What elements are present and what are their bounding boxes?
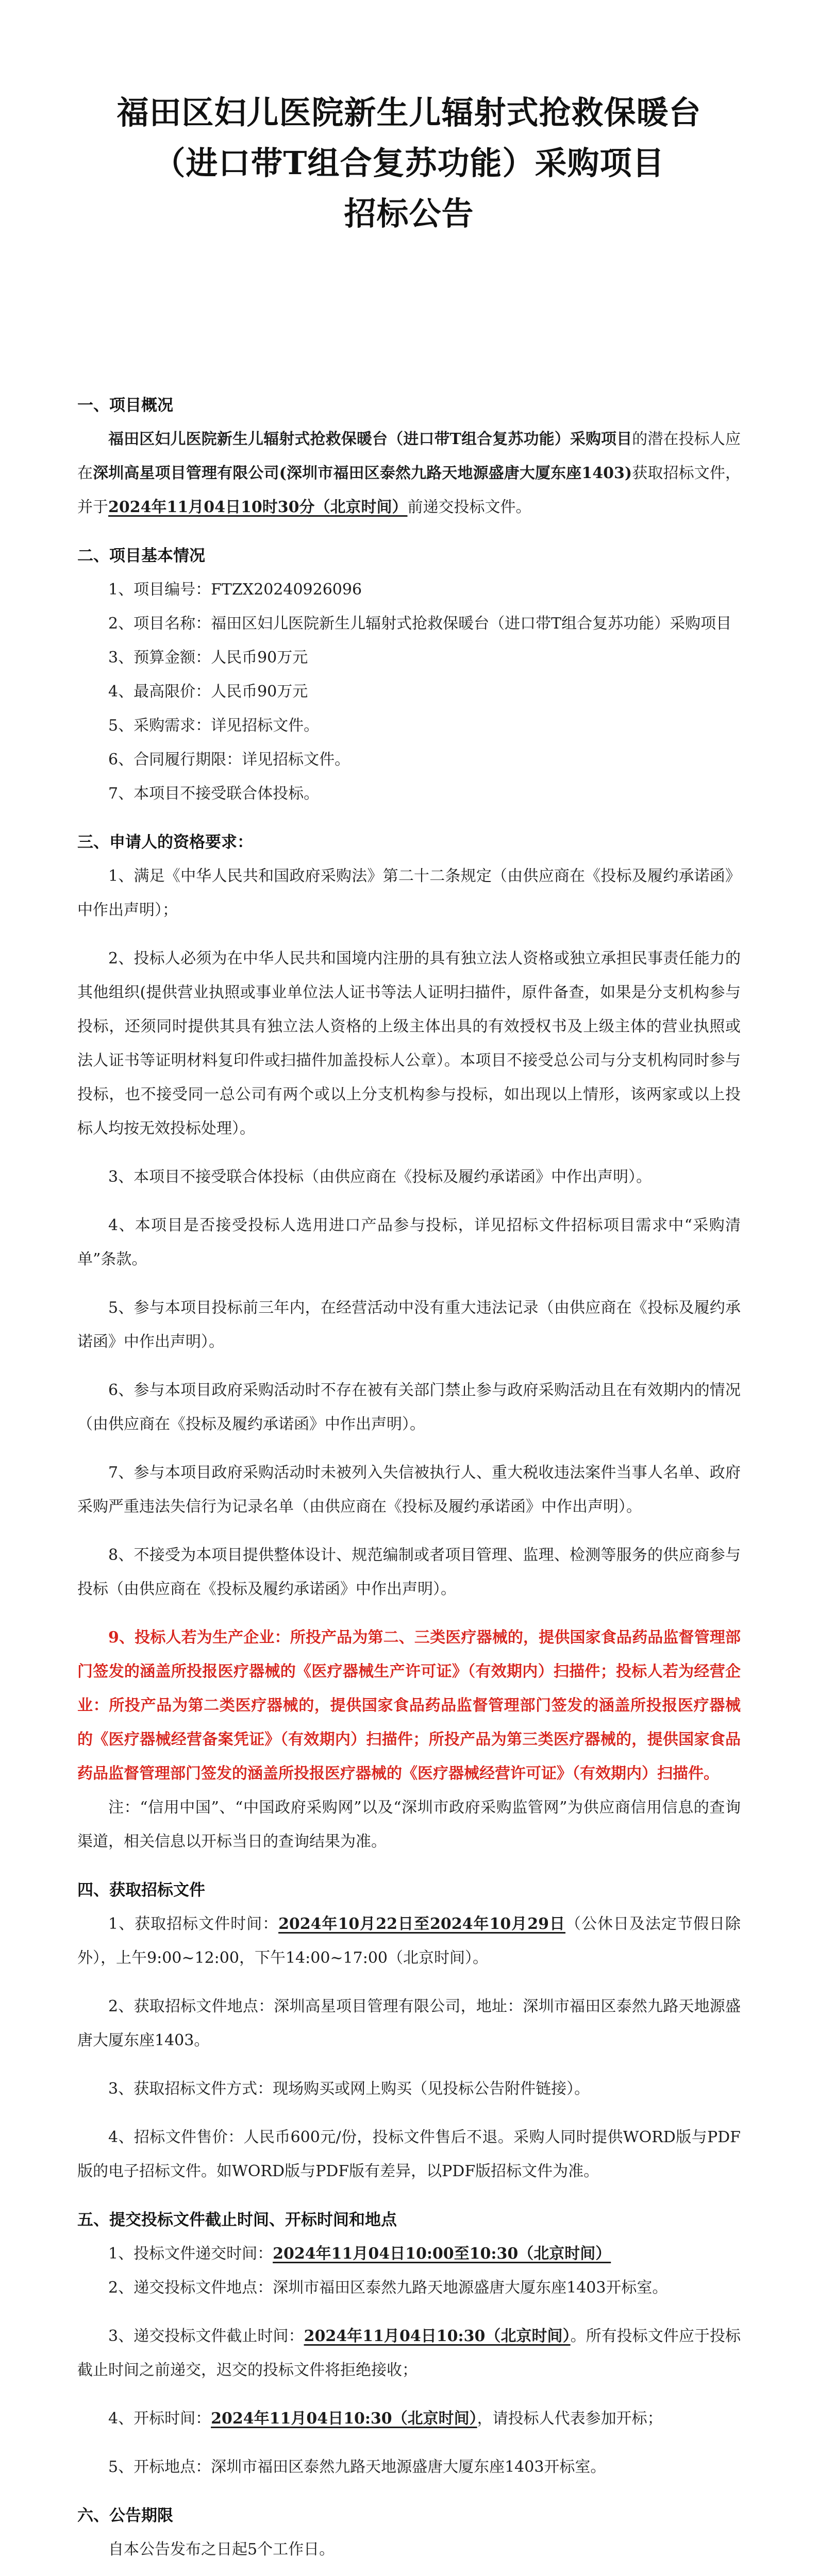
qualification-6: 6、参与本项目政府采购活动时不存在被有关部门禁止参与政府采购活动且在有效期内的情况（由供应商在《投标及履约承诺函》中作出声明）。 <box>77 1381 741 1433</box>
item-contract-period: 6、合同履行期限：详见招标文件。 <box>108 751 350 769</box>
document-location: 2、获取招标文件地点：深圳高星项目管理有限公司，地址：深圳市福田区泰然九路天地源盛唐大厦东座1403。 <box>77 1997 741 2049</box>
item-max-price: 4、最高限价：人民币90万元 <box>108 683 308 701</box>
section-1-overview: 福田区妇儿医院新生儿辐射式抢救保暖台（进口带T组合复苏功能）采购项目的潜在投标人应在深圳高星项目管理有限公司(深圳市福田区泰然九路天地源盛唐大厦东座1403)获取招标文件，并于2024年11月04日10时30分（北京时间）前递交投标文件。 <box>77 430 741 516</box>
document-method: 3、获取招标文件方式：现场购买或网上购买（见投标公告附件链接）。 <box>108 2080 590 2098</box>
submission-time: 1、投标文件递交时间：2024年11月04日10:00至10:30（北京时间） <box>108 2245 611 2263</box>
submission-location: 2、递交投标文件地点：深圳市福田区泰然九路天地源盛唐大厦东座1403开标室。 <box>108 2279 668 2297</box>
qualification-3: 3、本项目不接受联合体投标（由供应商在《投标及履约承诺函》中作出声明）。 <box>108 1168 652 1186</box>
document-price: 4、招标文件售价：人民币600元/份，投标文件售后不退。采购人同时提供WORD版与PDF版的电子招标文件。如WORD版与PDF版有差异，以PDF版招标文件为准。 <box>77 2128 741 2180</box>
qualification-2: 2、投标人必须为在中华人民共和国境内注册的具有独立法人资格或独立承担民事责任能力的其他组织(提供营业执照或事业单位法人证书等法人证明扫描件，原件备查，如果是分支机构参与投标，还须同时提供其具有独立法人资格的上级主体出具的有效授权书及上级主体的营业执照或法人证书等证明材料复印件或扫描件加盖投标人公章）。本项目不接受总公司与分支机构同时参与投标，也不接受同一总公司有两个或以上分支机构参与投标，如出现以上情形，该两家或以上投标人均按无效投标处理）。 <box>77 950 741 1138</box>
title-line-1: 福田区妇儿医院新生儿辐射式抢救保暖台 <box>116 94 702 131</box>
qualification-8: 8、不接受为本项目提供整体设计、规范编制或者项目管理、监理、检测等服务的供应商参与投标（由供应商在《投标及履约承诺函》中作出声明）。 <box>77 1546 741 1598</box>
section-3-heading: 三、申请人的资格要求： <box>77 833 253 852</box>
item-project-name: 2、项目名称：福田区妇儿医院新生儿辐射式抢救保暖台（进口带T组合复苏功能）采购项目 <box>108 615 732 633</box>
qualification-9-medical-device: 9、投标人若为生产企业：所投产品为第二、三类医疗器械的，提供国家食品药品监督管理部门签发的涵盖所投报医疗器械的《医疗器械生产许可证》（有效期内）扫描件；投标人若为经营企业：所投产品为第二类医疗器械的，提供国家食品药品监督管理部门签发的涵盖所投报医疗器械的《医疗器械经营备案凭证》（有效期内）扫描件；所投产品为第三类医疗器械的，提供国家食品药品监督管理部门签发的涵盖所投报医疗器械的《医疗器械经营许可证》（有效期内）扫描件。 <box>77 1629 741 1783</box>
opening-time: 4、开标时间：2024年11月04日10:30（北京时间），请投标人代表参加开标； <box>108 2410 663 2428</box>
qualification-5: 5、参与本项目投标前三年内，在经营活动中没有重大违法记录（由供应商在《投标及履约承诺函》中作出声明）。 <box>77 1299 741 1351</box>
title-line-3: 招标公告 <box>344 195 474 232</box>
section-2-heading: 二、项目基本情况 <box>77 547 205 565</box>
announcement-period: 自本公告发布之日起5个工作日。 <box>108 2540 335 2558</box>
document-time: 1、获取招标文件时间：2024年10月22日至2024年10月29日（公休日及法定节假日除外），上午9:00~12:00，下午14:00~17:00（北京时间）。 <box>77 1915 741 1967</box>
credit-note: 注：“信用中国”、“中国政府采购网”以及“深圳市政府采购监管网”为供应商信用信息的查询渠道，相关信息以开标当日的查询结果为准。 <box>77 1799 741 1851</box>
section-6-heading: 六、公告期限 <box>77 2506 173 2525</box>
opening-location: 5、开标地点：深圳市福田区泰然九路天地源盛唐大厦东座1403开标室。 <box>108 2458 606 2476</box>
section-1-heading: 一、项目概况 <box>77 396 173 415</box>
qualification-7: 7、参与本项目政府采购活动时未被列入失信被执行人、重大税收违法案件当事人名单、政府采购严重违法失信行为记录名单（由供应商在《投标及履约承诺函》中作出声明）。 <box>77 1464 741 1516</box>
title-line-2: （进口带T组合复苏功能）采购项目 <box>153 144 665 182</box>
item-no-consortium: 7、本项目不接受联合体投标。 <box>108 785 320 803</box>
item-project-number: 1、项目编号：FTZX20240926096 <box>108 581 362 599</box>
submission-deadline: 3、递交投标文件截止时间：2024年11月04日10:30（北京时间）。所有投标文件应于投标截止时间之前递交，迟交的投标文件将拒绝接收； <box>77 2327 741 2379</box>
section-5-heading: 五、提交投标文件截止时间、开标时间和地点 <box>77 2211 397 2229</box>
item-requirements: 5、采购需求：详见招标文件。 <box>108 717 320 735</box>
item-budget: 3、预算金额：人民币90万元 <box>108 649 308 667</box>
qualification-4: 4、本项目是否接受投标人选用进口产品参与投标，详见招标文件招标项目需求中“采购清单”条款。 <box>77 1216 741 1268</box>
qualification-1: 1、满足《中华人民共和国政府采购法》第二十二条规定（由供应商在《投标及履约承诺函》中作出声明）； <box>77 867 741 919</box>
section-4-heading: 四、获取招标文件 <box>77 1881 205 1900</box>
